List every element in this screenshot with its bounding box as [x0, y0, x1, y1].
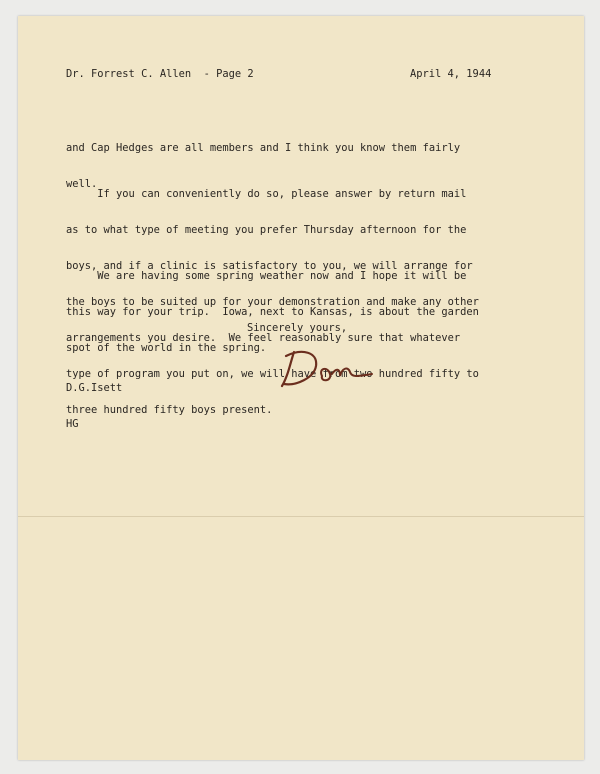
paragraph-3-line: this way for your trip. Iowa, next to Kansas, is about the garden — [66, 306, 479, 318]
reference-initials-line: D.G.Isett — [66, 382, 123, 394]
paragraph-1-line: well. — [66, 178, 98, 190]
reference-initials — [66, 358, 122, 454]
complimentary-close: Sincerely yours, — [247, 322, 348, 334]
paragraph-2-line: the boys to be suited up for your demonstration and make any other — [66, 296, 479, 308]
paragraph-2-line: If you can conveniently do so, please answer by return mail — [66, 188, 467, 200]
paragraph-3-line: We are having some spring weather now and I hope it will be — [66, 270, 467, 282]
paragraph-2-line: type of program you put on, we will have from two hundred fifty to — [66, 368, 479, 380]
paragraph-2-line: arrangements you desire. We feel reasonably sure that whatever — [66, 332, 461, 344]
reference-initials-line: HG — [66, 418, 79, 430]
paragraph-3-line: spot of the world in the spring. — [66, 342, 267, 354]
paragraph-1-line: and Cap Hedges are all members and I think you know them fairly — [66, 142, 461, 154]
paragraph-2-line: three hundred fifty boys present. — [66, 404, 273, 416]
paragraph-2-line: as to what type of meeting you prefer Thursday afternoon for the — [66, 224, 467, 236]
handwritten-signature — [272, 342, 382, 392]
paper-fold-line — [18, 516, 584, 517]
paragraph-2-line: boys, and if a clinic is satisfactory to you, we will arrange for — [66, 260, 473, 272]
header-recipient-page: Dr. Forrest C. Allen - Page 2 — [66, 68, 254, 80]
header-date: April 4, 1944 — [410, 68, 492, 80]
